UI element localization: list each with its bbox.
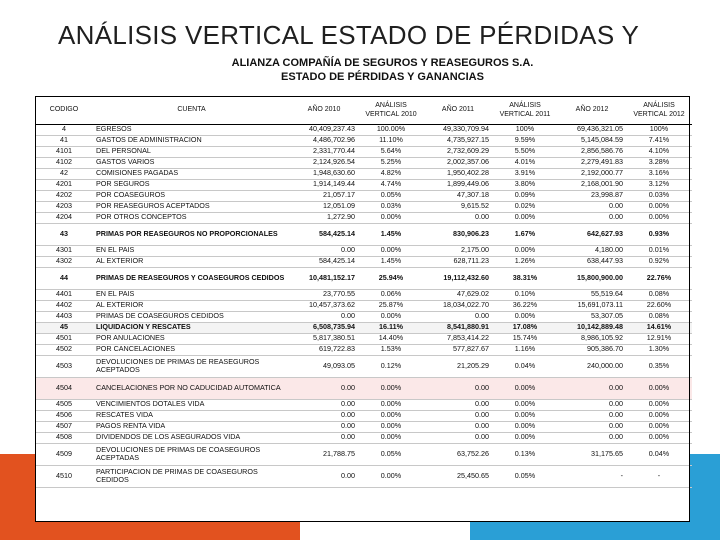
row-percent-2011: 0.02% bbox=[492, 201, 558, 212]
row-percent-2010: 25.87% bbox=[358, 300, 424, 311]
row-percent-2012: 4.10% bbox=[626, 146, 692, 157]
row-value-2010: 2,124,926.54 bbox=[290, 157, 358, 168]
row-percent-2011: 0.13% bbox=[492, 443, 558, 465]
row-percent-2010: 11.10% bbox=[358, 135, 424, 146]
row-value-2010: 1,914,149.44 bbox=[290, 179, 358, 190]
row-code: 4102 bbox=[35, 157, 93, 168]
row-code: 45 bbox=[35, 322, 93, 333]
row-value-2012: 0.00 bbox=[558, 212, 626, 223]
row-percent-2012: 0.00% bbox=[626, 399, 692, 410]
row-value-2011: 2,732,609.29 bbox=[424, 146, 492, 157]
table-row bbox=[35, 190, 692, 201]
row-value-2010: 1,272.90 bbox=[290, 212, 358, 223]
row-percent-2012: 0.00% bbox=[626, 212, 692, 223]
row-percent-2010: 0.03% bbox=[358, 201, 424, 212]
row-value-2012: 0.00 bbox=[558, 201, 626, 212]
row-value-2012: - bbox=[558, 465, 626, 487]
row-value-2012: 0.00 bbox=[558, 421, 626, 432]
row-code: 4302 bbox=[35, 256, 93, 267]
row-value-2010: 1,948,630.60 bbox=[290, 168, 358, 179]
row-account: POR CANCELACIONES bbox=[93, 344, 290, 355]
row-percent-2010: 0.00% bbox=[358, 245, 424, 256]
row-value-2011: 0.00 bbox=[424, 311, 492, 322]
row-value-2010: 10,457,373.62 bbox=[290, 300, 358, 311]
row-value-2010: 584,425.14 bbox=[290, 223, 358, 245]
row-percent-2010: 1.45% bbox=[358, 223, 424, 245]
row-percent-2011: 0.00% bbox=[492, 377, 558, 399]
row-percent-2010: 0.05% bbox=[358, 190, 424, 201]
row-percent-2010: 0.00% bbox=[358, 399, 424, 410]
row-percent-2011: 3.80% bbox=[492, 179, 558, 190]
row-value-2010: 0.00 bbox=[290, 421, 358, 432]
row-value-2011: 1,950,402.28 bbox=[424, 168, 492, 179]
row-account: POR OTROS CONCEPTOS bbox=[93, 212, 290, 223]
row-percent-2011: 1.26% bbox=[492, 256, 558, 267]
table-row bbox=[35, 201, 692, 212]
row-percent-2012: 0.08% bbox=[626, 311, 692, 322]
row-percent-2012: 3.28% bbox=[626, 157, 692, 168]
table-row bbox=[35, 179, 692, 190]
row-account: POR SEGUROS bbox=[93, 179, 290, 190]
row-value-2011: 4,735,927.15 bbox=[424, 135, 492, 146]
table-row bbox=[35, 267, 692, 289]
table-row bbox=[35, 322, 692, 333]
row-account: PRIMAS DE REASEGUROS Y COASEGUROS CEDIDOS bbox=[93, 267, 290, 289]
header-vertical-2012: ANÁLISIS VERTICAL 2012 bbox=[633, 101, 685, 118]
financial-statement-document bbox=[35, 50, 690, 522]
row-value-2011: 18,034,022.70 bbox=[424, 300, 492, 311]
table-row bbox=[35, 157, 692, 168]
row-percent-2012: 0.93% bbox=[626, 223, 692, 245]
row-value-2011: 63,752.26 bbox=[424, 443, 492, 465]
row-value-2012: 0.00 bbox=[558, 432, 626, 443]
header-code: CODIGO bbox=[49, 106, 79, 114]
row-value-2010: 21,788.75 bbox=[290, 443, 358, 465]
table-row bbox=[35, 421, 692, 432]
row-value-2010: 0.00 bbox=[290, 245, 358, 256]
company-name: ALIANZA COMPAÑÍA DE SEGUROS Y REASEGUROS S.A. bbox=[231, 57, 534, 69]
row-percent-2012: 0.04% bbox=[626, 443, 692, 465]
row-percent-2012: 0.01% bbox=[626, 245, 692, 256]
row-value-2011: 9,615.52 bbox=[424, 201, 492, 212]
row-account: EN EL PAIS bbox=[93, 289, 290, 300]
row-percent-2012: 0.03% bbox=[626, 190, 692, 201]
table-row bbox=[35, 223, 692, 245]
table-row bbox=[35, 212, 692, 223]
row-value-2010: 619,722.83 bbox=[290, 344, 358, 355]
row-value-2010: 21,057.17 bbox=[290, 190, 358, 201]
row-account: DIVIDENDOS DE LOS ASEGURADOS VIDA bbox=[93, 432, 290, 443]
table-row bbox=[35, 344, 692, 355]
row-code: 4203 bbox=[35, 201, 93, 212]
row-value-2010: 0.00 bbox=[290, 377, 358, 399]
row-percent-2010: 14.40% bbox=[358, 333, 424, 344]
row-percent-2011: 0.00% bbox=[492, 245, 558, 256]
row-code: 4510 bbox=[35, 465, 93, 487]
row-account: PRIMAS DE COASEGUROS CEDIDOS bbox=[93, 311, 290, 322]
row-percent-2012: 0.00% bbox=[626, 432, 692, 443]
row-account: VENCIMIENTOS DOTALES VIDA bbox=[93, 399, 290, 410]
row-value-2012: 69,436,321.05 bbox=[558, 124, 626, 135]
row-value-2011: 0.00 bbox=[424, 432, 492, 443]
row-value-2012: 638,447.93 bbox=[558, 256, 626, 267]
table-row bbox=[35, 333, 692, 344]
row-value-2012: 2,168,001.90 bbox=[558, 179, 626, 190]
row-value-2012: 240,000.00 bbox=[558, 355, 626, 377]
row-percent-2010: 0.06% bbox=[358, 289, 424, 300]
row-percent-2011: 0.10% bbox=[492, 289, 558, 300]
row-percent-2011: 0.00% bbox=[492, 432, 558, 443]
row-code: 4502 bbox=[35, 344, 93, 355]
row-value-2010: 5,817,380.51 bbox=[290, 333, 358, 344]
row-percent-2010: 1.45% bbox=[358, 256, 424, 267]
table-row bbox=[35, 256, 692, 267]
table-row bbox=[35, 245, 692, 256]
row-code: 4504 bbox=[35, 377, 93, 399]
header-year-2012: AÑO 2012 bbox=[575, 106, 609, 114]
row-percent-2010: 4.82% bbox=[358, 168, 424, 179]
row-value-2011: 0.00 bbox=[424, 212, 492, 223]
row-account: PRIMAS POR REASEGUROS NO PROPORCIONALES bbox=[93, 223, 290, 245]
table-row bbox=[35, 432, 692, 443]
row-value-2010: 4,486,702.96 bbox=[290, 135, 358, 146]
row-account: AL EXTERIOR bbox=[93, 256, 290, 267]
row-code: 4507 bbox=[35, 421, 93, 432]
row-value-2010: 0.00 bbox=[290, 311, 358, 322]
table-row bbox=[35, 135, 692, 146]
table-row bbox=[35, 443, 692, 465]
row-account: DEL PERSONAL bbox=[93, 146, 290, 157]
row-code: 4101 bbox=[35, 146, 93, 157]
row-value-2010: 10,481,152.17 bbox=[290, 267, 358, 289]
row-code: 4204 bbox=[35, 212, 93, 223]
row-percent-2011: 9.59% bbox=[492, 135, 558, 146]
row-percent-2012: 0.35% bbox=[626, 355, 692, 377]
row-percent-2012: 22.76% bbox=[626, 267, 692, 289]
row-percent-2011: 0.05% bbox=[492, 465, 558, 487]
row-value-2012: 0.00 bbox=[558, 377, 626, 399]
row-value-2011: 0.00 bbox=[424, 410, 492, 421]
row-value-2012: 8,986,105.92 bbox=[558, 333, 626, 344]
row-percent-2012: - bbox=[626, 465, 692, 487]
row-code: 4202 bbox=[35, 190, 93, 201]
row-percent-2011: 1.67% bbox=[492, 223, 558, 245]
header-year-2011: AÑO 2011 bbox=[441, 106, 475, 114]
row-percent-2010: 5.64% bbox=[358, 146, 424, 157]
table-row bbox=[35, 377, 692, 399]
row-account: POR COASEGUROS bbox=[93, 190, 290, 201]
row-value-2012: 5,145,084.59 bbox=[558, 135, 626, 146]
row-value-2012: 0.00 bbox=[558, 410, 626, 421]
row-value-2010: 49,093.05 bbox=[290, 355, 358, 377]
table-row bbox=[35, 410, 692, 421]
table-row bbox=[35, 289, 692, 300]
row-account: EGRESOS bbox=[93, 124, 290, 135]
row-percent-2010: 100.00% bbox=[358, 124, 424, 135]
table-row bbox=[35, 399, 692, 410]
row-percent-2010: 0.05% bbox=[358, 443, 424, 465]
row-value-2012: 55,519.64 bbox=[558, 289, 626, 300]
row-value-2012: 2,279,491.83 bbox=[558, 157, 626, 168]
row-percent-2010: 0.00% bbox=[358, 311, 424, 322]
row-code: 4509 bbox=[35, 443, 93, 465]
row-percent-2012: 1.30% bbox=[626, 344, 692, 355]
row-code: 44 bbox=[35, 267, 93, 289]
row-percent-2012: 14.61% bbox=[626, 322, 692, 333]
row-value-2011: 8,541,880.91 bbox=[424, 322, 492, 333]
row-value-2010: 6,508,735.94 bbox=[290, 322, 358, 333]
row-percent-2010: 0.12% bbox=[358, 355, 424, 377]
row-percent-2011: 0.00% bbox=[492, 212, 558, 223]
row-account: GASTOS VARIOS bbox=[93, 157, 290, 168]
row-code: 41 bbox=[35, 135, 93, 146]
header-vertical-2010: ANÁLISIS VERTICAL 2010 bbox=[365, 101, 417, 118]
row-value-2011: 2,002,357.06 bbox=[424, 157, 492, 168]
row-value-2010: 23,770.55 bbox=[290, 289, 358, 300]
row-value-2011: 25,450.65 bbox=[424, 465, 492, 487]
row-value-2011: 830,906.23 bbox=[424, 223, 492, 245]
row-code: 4503 bbox=[35, 355, 93, 377]
row-percent-2011: 0.00% bbox=[492, 421, 558, 432]
row-percent-2011: 15.74% bbox=[492, 333, 558, 344]
header-account: CUENTA bbox=[177, 106, 206, 114]
row-account: PAGOS RENTA VIDA bbox=[93, 421, 290, 432]
row-value-2011: 47,307.18 bbox=[424, 190, 492, 201]
row-value-2010: 40,409,237.43 bbox=[290, 124, 358, 135]
row-code: 4 bbox=[35, 124, 93, 135]
row-percent-2010: 0.00% bbox=[358, 465, 424, 487]
header-vertical-2011: ANÁLISIS VERTICAL 2011 bbox=[499, 101, 551, 118]
row-value-2012: 642,627.93 bbox=[558, 223, 626, 245]
row-value-2012: 31,175.65 bbox=[558, 443, 626, 465]
row-percent-2012: 100% bbox=[626, 124, 692, 135]
row-percent-2011: 17.08% bbox=[492, 322, 558, 333]
row-code: 4505 bbox=[35, 399, 93, 410]
row-percent-2012: 7.41% bbox=[626, 135, 692, 146]
row-percent-2012: 0.00% bbox=[626, 410, 692, 421]
table-row bbox=[35, 168, 692, 179]
row-value-2011: 0.00 bbox=[424, 421, 492, 432]
row-code: 4401 bbox=[35, 289, 93, 300]
slide-title: ANÁLISIS VERTICAL ESTADO DE PÉRDIDAS Y bbox=[58, 20, 640, 50]
row-account: POR REASEGUROS ACEPTADOS bbox=[93, 201, 290, 212]
row-percent-2011: 100% bbox=[492, 124, 558, 135]
row-account: RESCATES VIDA bbox=[93, 410, 290, 421]
row-value-2010: 0.00 bbox=[290, 432, 358, 443]
row-account: AL EXTERIOR bbox=[93, 300, 290, 311]
row-code: 4501 bbox=[35, 333, 93, 344]
table-row bbox=[35, 355, 692, 377]
row-account: CANCELACIONES POR NO CADUCIDAD AUTOMATICA bbox=[93, 377, 290, 399]
table-row bbox=[35, 465, 692, 487]
row-value-2011: 7,853,414.22 bbox=[424, 333, 492, 344]
table-row bbox=[35, 146, 692, 157]
row-percent-2010: 25.94% bbox=[358, 267, 424, 289]
row-value-2010: 12,051.09 bbox=[290, 201, 358, 212]
row-code: 4403 bbox=[35, 311, 93, 322]
row-percent-2012: 0.08% bbox=[626, 289, 692, 300]
row-percent-2011: 3.91% bbox=[492, 168, 558, 179]
row-percent-2011: 0.04% bbox=[492, 355, 558, 377]
row-percent-2012: 3.12% bbox=[626, 179, 692, 190]
row-value-2012: 2,192,000.77 bbox=[558, 168, 626, 179]
row-percent-2012: 0.00% bbox=[626, 377, 692, 399]
row-percent-2010: 5.25% bbox=[358, 157, 424, 168]
row-percent-2012: 0.92% bbox=[626, 256, 692, 267]
row-value-2012: 4,180.00 bbox=[558, 245, 626, 256]
row-code: 4506 bbox=[35, 410, 93, 421]
row-value-2011: 21,205.29 bbox=[424, 355, 492, 377]
row-account: DEVOLUCIONES DE PRIMAS DE REASEGUROS ACEPTADOS bbox=[93, 355, 290, 377]
row-value-2010: 584,425.14 bbox=[290, 256, 358, 267]
row-value-2011: 0.00 bbox=[424, 399, 492, 410]
row-account: POR ANULACIONES bbox=[93, 333, 290, 344]
row-value-2012: 53,307.05 bbox=[558, 311, 626, 322]
row-code: 43 bbox=[35, 223, 93, 245]
row-code: 42 bbox=[35, 168, 93, 179]
row-percent-2010: 16.11% bbox=[358, 322, 424, 333]
row-percent-2012: 12.91% bbox=[626, 333, 692, 344]
row-value-2012: 2,856,586.76 bbox=[558, 146, 626, 157]
row-value-2011: 577,827.67 bbox=[424, 344, 492, 355]
row-percent-2011: 0.00% bbox=[492, 399, 558, 410]
row-percent-2011: 0.00% bbox=[492, 311, 558, 322]
row-value-2011: 47,629.02 bbox=[424, 289, 492, 300]
row-account: DEVOLUCIONES DE PRIMAS DE COASEGUROS ACEPTADAS bbox=[93, 443, 290, 465]
row-value-2010: 0.00 bbox=[290, 465, 358, 487]
row-value-2010: 0.00 bbox=[290, 399, 358, 410]
row-percent-2011: 0.00% bbox=[492, 410, 558, 421]
table-row bbox=[35, 311, 692, 322]
row-percent-2010: 0.00% bbox=[358, 410, 424, 421]
row-value-2012: 0.00 bbox=[558, 399, 626, 410]
row-value-2012: 905,386.70 bbox=[558, 344, 626, 355]
table-header-row bbox=[35, 96, 692, 124]
row-percent-2012: 0.00% bbox=[626, 421, 692, 432]
row-percent-2011: 38.31% bbox=[492, 267, 558, 289]
row-percent-2011: 1.16% bbox=[492, 344, 558, 355]
row-value-2011: 19,112,432.60 bbox=[424, 267, 492, 289]
row-account: GASTOS DE ADMINISTRACION bbox=[93, 135, 290, 146]
table-row bbox=[35, 124, 692, 135]
row-value-2011: 628,711.23 bbox=[424, 256, 492, 267]
row-percent-2011: 0.09% bbox=[492, 190, 558, 201]
row-account: PARTICIPACION DE PRIMAS DE COASEGUROS CEDIDOS bbox=[93, 465, 290, 487]
row-account: COMISIONES PAGADAS bbox=[93, 168, 290, 179]
row-value-2011: 49,330,709.94 bbox=[424, 124, 492, 135]
statement-name: ESTADO DE PÉRDIDAS Y GANANCIAS bbox=[281, 71, 484, 83]
row-value-2012: 23,998.87 bbox=[558, 190, 626, 201]
row-percent-2010: 4.74% bbox=[358, 179, 424, 190]
header-year-2010: AÑO 2010 bbox=[307, 106, 341, 114]
row-value-2012: 10,142,889.48 bbox=[558, 322, 626, 333]
row-percent-2010: 0.00% bbox=[358, 377, 424, 399]
row-percent-2012: 22.60% bbox=[626, 300, 692, 311]
row-value-2011: 1,899,449.06 bbox=[424, 179, 492, 190]
row-code: 4301 bbox=[35, 245, 93, 256]
row-percent-2010: 1.53% bbox=[358, 344, 424, 355]
row-value-2012: 15,691,073.11 bbox=[558, 300, 626, 311]
row-percent-2012: 3.16% bbox=[626, 168, 692, 179]
row-percent-2012: 0.00% bbox=[626, 201, 692, 212]
income-statement-table bbox=[35, 96, 692, 488]
row-percent-2010: 0.00% bbox=[358, 212, 424, 223]
row-value-2011: 0.00 bbox=[424, 377, 492, 399]
row-code: 4508 bbox=[35, 432, 93, 443]
row-percent-2011: 4.01% bbox=[492, 157, 558, 168]
row-percent-2010: 0.00% bbox=[358, 432, 424, 443]
row-percent-2011: 5.50% bbox=[492, 146, 558, 157]
row-code: 4201 bbox=[35, 179, 93, 190]
row-value-2010: 2,331,770.44 bbox=[290, 146, 358, 157]
row-value-2012: 15,800,900.00 bbox=[558, 267, 626, 289]
row-code: 4402 bbox=[35, 300, 93, 311]
row-percent-2011: 36.22% bbox=[492, 300, 558, 311]
row-value-2011: 2,175.00 bbox=[424, 245, 492, 256]
row-account: LIQUIDACION Y RESCATES bbox=[93, 322, 290, 333]
table-row bbox=[35, 300, 692, 311]
row-percent-2010: 0.00% bbox=[358, 421, 424, 432]
row-account: EN EL PAIS bbox=[93, 245, 290, 256]
row-value-2010: 0.00 bbox=[290, 410, 358, 421]
